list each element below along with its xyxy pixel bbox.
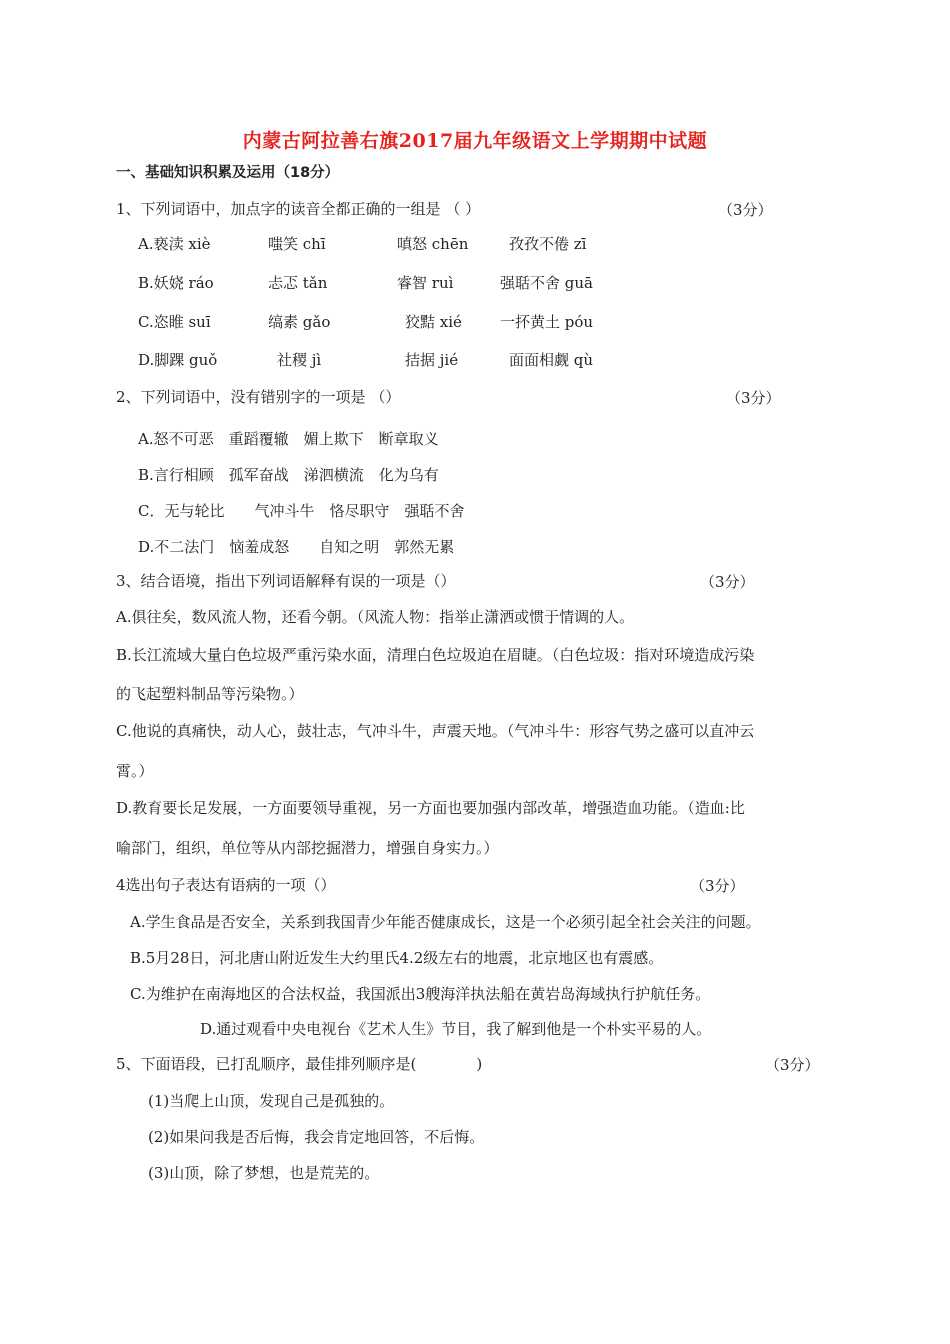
q1-c-3: 狡黠 xié [405, 313, 462, 331]
q1-d-4: 面面相觑 qù [509, 351, 594, 369]
q1-b-2: 忐忑 tǎn [268, 274, 328, 292]
q2-option-a: A.怒不可恶 重蹈覆辙 媚上欺下 断章取义 [138, 430, 439, 448]
q4-stem: 4选出句子表达有语病的一项（） [116, 876, 336, 894]
q1-a-4: 孜孜不倦 zī [509, 235, 587, 253]
q3-option-c-cont: 霄。） [116, 762, 154, 780]
q5-stem: 5、下面语段，已打乱顺序，最佳排列顺序是( ) [116, 1055, 483, 1073]
q1-b-4: 强聒不舍 guā [500, 274, 593, 292]
q4-option-d: D.通过观看中央电视台《艺术人生》节目，我了解到他是一个朴实平易的人。 [200, 1020, 712, 1038]
q5-score: （3分） [765, 1056, 820, 1074]
q1-c-4: 一抔黄土 póu [500, 313, 594, 331]
q5-sentence-3: (3)山顶，除了梦想，也是荒芜的。 [148, 1164, 380, 1182]
q2-score: （3分） [726, 389, 781, 407]
q1-b-1: B.妖娆 ráo [138, 274, 214, 292]
q1-score: （3分） [718, 201, 773, 219]
q1-a-2: 嗤笑 chī [268, 235, 326, 253]
q1-stem: 1、下列词语中，加点字的读音全都正确的一组是 （ ） [116, 200, 481, 218]
q5-sentence-2: (2)如果问我是否后悔，我会肯定地回答，不后悔。 [148, 1128, 485, 1146]
q3-score: （3分） [700, 573, 755, 591]
q2-option-c: C．无与轮比 气冲斗牛 恪尽职守 强聒不舍 [138, 502, 465, 520]
q4-option-c: C.为维护在南海地区的合法权益，我国派出3艘海洋执法船在黄岩岛海域执行护航任务。 [130, 985, 711, 1003]
q3-option-c: C.他说的真痛快，动人心，鼓壮志，气冲斗牛，声震天地。（气冲斗牛：形容气势之盛可以直冲云 [116, 722, 755, 740]
q3-option-b: B.长江流域大量白色垃圾严重污染水面，清理白色垃圾迫在眉睫。（白色垃圾：指对环境造成污染 [116, 646, 755, 664]
q3-option-d: D.教育要长足发展，一方面要领导重视，另一方面也要加强内部改革，增强造血功能。（造血:比 [116, 799, 745, 817]
q3-stem: 3、结合语境，指出下列词语解释有误的一项是（） [116, 572, 456, 590]
q3-option-a: A.俱往矣，数风流人物，还看今朝。（风流人物：指举止潇洒或惯于情调的人。 [116, 608, 635, 626]
q2-option-b: B.言行相顾 孤军奋战 涕泗横流 化为乌有 [138, 466, 439, 484]
q2-stem: 2、下列词语中，没有错别字的一项是 （） [116, 388, 401, 406]
q1-b-3: 睿智 ruì [397, 274, 454, 292]
page-title: 内蒙古阿拉善右旗2017届九年级语文上学期期中试题 [242, 130, 708, 152]
q1-a-3: 嗔怒 chēn [397, 235, 469, 253]
q1-c-1: C.恣睢 suī [138, 313, 211, 331]
q4-option-a: A.学生食品是否安全，关系到我国青少年能否健康成长，这是一个必须引起全社会关注的问题。 [130, 913, 761, 931]
q1-d-1: D.脚踝 guǒ [138, 351, 218, 369]
section-heading: 一、基础知识积累及运用（18分） [116, 165, 340, 181]
q4-option-b: B.5月28日，河北唐山附近发生大约里氏4.2级左右的地震，北京地区也有震感。 [130, 949, 664, 967]
q2-option-d: D.不二法门 恼羞成怒 自知之明 郭然无累 [138, 538, 455, 556]
q1-d-3: 拮据 jié [405, 351, 459, 369]
q1-d-2: 社稷 jì [277, 351, 322, 369]
q5-sentence-1: (1)当爬上山顶，发现自己是孤独的。 [148, 1092, 395, 1110]
q3-option-d-cont: 喻部门，组织，单位等从内部挖掘潜力，增强自身实力。） [116, 839, 499, 857]
q1-a-1: A.亵渎 xiè [138, 235, 211, 253]
q4-score: （3分） [690, 877, 745, 895]
q3-option-b-cont: 的飞起塑料制品等污染物。） [116, 685, 304, 703]
q1-c-2: 缟素 gǎo [268, 313, 331, 331]
